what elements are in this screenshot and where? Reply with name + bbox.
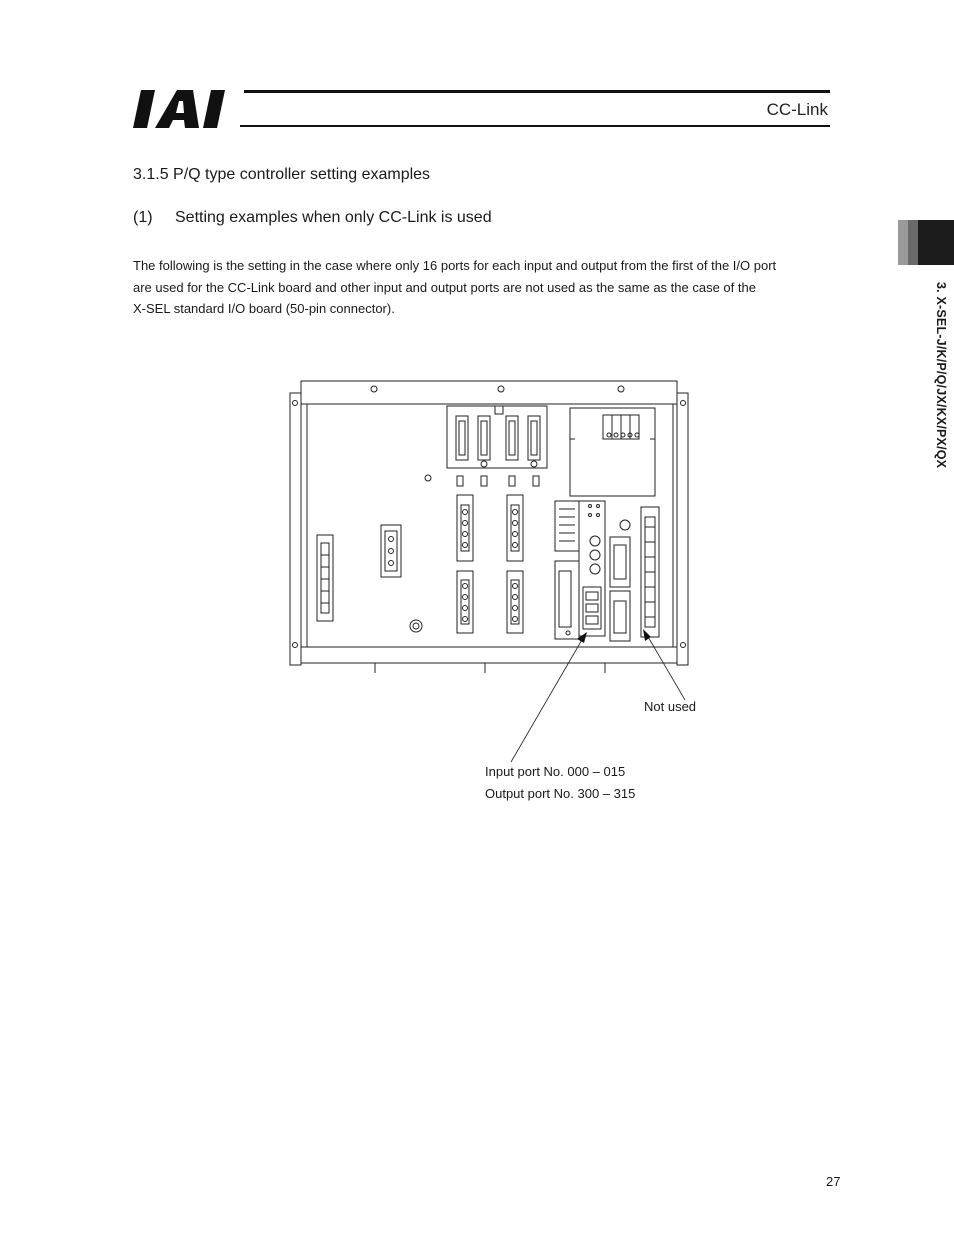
label-port-ranges: [485, 761, 635, 805]
iai-logo: [133, 88, 243, 130]
intro-paragraph: [133, 255, 833, 320]
label-output-port: Output port No. 300 – 315: [485, 786, 636, 801]
intro-line: The following is the setting in the case where only 16 ports for each input and output from the first of the I/O port: [133, 258, 777, 273]
intro-line: are used for the CC-Link board and other input and output ports are not used as the same as the case of the: [133, 279, 756, 295]
sub-heading-text: Setting examples when only CC-Link is used: [175, 209, 492, 226]
label-not-used: Not used: [644, 699, 697, 714]
page-number: 27: [826, 1174, 841, 1189]
chapter-tab-marker: [898, 220, 954, 265]
sub-heading-number: (1): [133, 209, 153, 226]
sub-heading: [133, 209, 492, 227]
leader-arrows: [500, 620, 700, 765]
chapter-tab-label: 3. X-SEL-J/K/P/Q/JX/KX/PX/QX: [934, 282, 948, 469]
label-input-port: Input port No. 000 – 015: [485, 764, 626, 779]
header-title: CC-Link: [766, 100, 828, 119]
intro-line: X-SEL standard I/O board (50-pin connector).: [133, 301, 395, 316]
section-heading: 3.1.5 P/Q type controller setting examples: [133, 166, 431, 183]
